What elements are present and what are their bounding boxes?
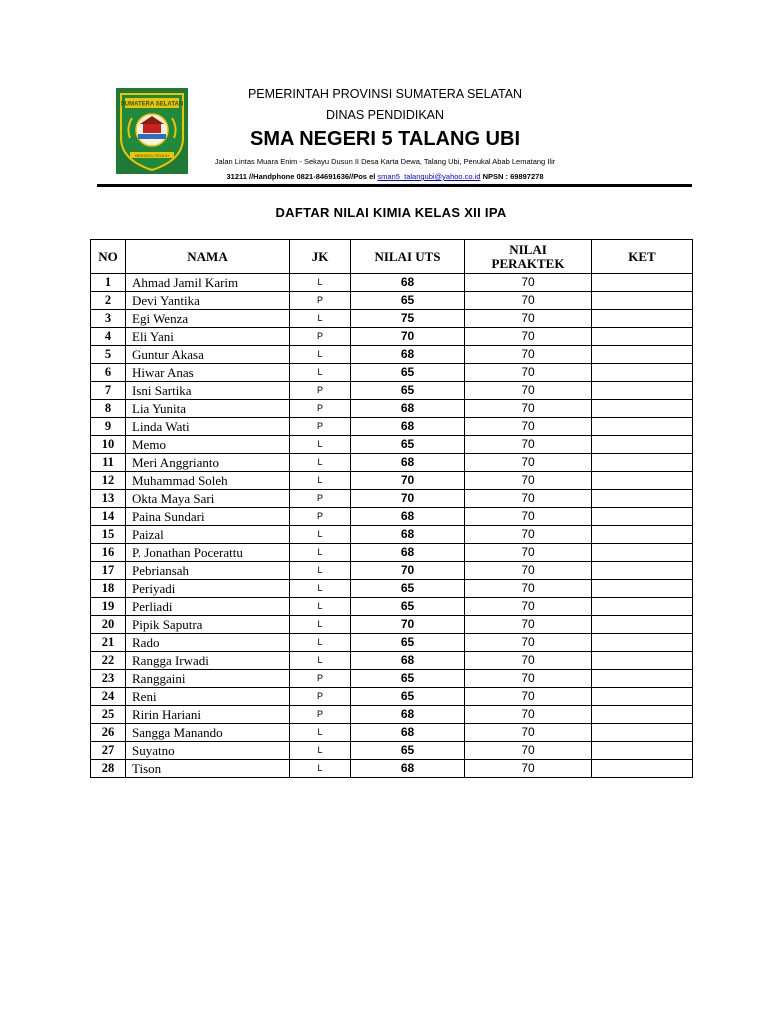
cell-uts: 70 bbox=[351, 616, 465, 634]
cell-jk: L bbox=[290, 724, 351, 742]
cell-no: 23 bbox=[91, 670, 126, 688]
column-header-ket: KET bbox=[592, 240, 693, 274]
cell-nama: Muhammad Soleh bbox=[126, 472, 290, 490]
cell-ket bbox=[592, 562, 693, 580]
cell-uts: 65 bbox=[351, 292, 465, 310]
cell-no: 15 bbox=[91, 526, 126, 544]
cell-uts: 65 bbox=[351, 364, 465, 382]
cell-no: 21 bbox=[91, 634, 126, 652]
cell-no: 26 bbox=[91, 724, 126, 742]
cell-uts: 65 bbox=[351, 742, 465, 760]
table-row bbox=[91, 346, 693, 364]
cell-jk: P bbox=[290, 688, 351, 706]
cell-no: 8 bbox=[91, 400, 126, 418]
cell-ket bbox=[592, 688, 693, 706]
department-heading: DINAS PENDIDIKAN bbox=[325, 108, 445, 122]
table-row bbox=[91, 436, 693, 454]
cell-prak: 70 bbox=[465, 454, 592, 472]
cell-nama: Eli Yani bbox=[126, 328, 290, 346]
cell-ket bbox=[592, 310, 693, 328]
cell-nama: Tison bbox=[126, 760, 290, 778]
table-row bbox=[91, 616, 693, 634]
logo-text: SUMATERA SELATAN bbox=[120, 101, 184, 108]
cell-uts: 70 bbox=[351, 472, 465, 490]
cell-jk: P bbox=[290, 670, 351, 688]
grades-table bbox=[90, 239, 693, 778]
cell-uts: 68 bbox=[351, 454, 465, 472]
cell-prak: 70 bbox=[465, 400, 592, 418]
cell-no: 14 bbox=[91, 508, 126, 526]
cell-nama: Rado bbox=[126, 634, 290, 652]
cell-uts: 70 bbox=[351, 562, 465, 580]
table-row bbox=[91, 490, 693, 508]
cell-prak: 70 bbox=[465, 346, 592, 364]
cell-uts: 65 bbox=[351, 670, 465, 688]
table-row bbox=[91, 544, 693, 562]
table-row bbox=[91, 652, 693, 670]
cell-uts: 68 bbox=[351, 652, 465, 670]
table-row bbox=[91, 454, 693, 472]
cell-jk: L bbox=[290, 598, 351, 616]
cell-uts: 68 bbox=[351, 274, 465, 292]
cell-jk: P bbox=[290, 400, 351, 418]
cell-uts: 70 bbox=[351, 328, 465, 346]
cell-jk: L bbox=[290, 454, 351, 472]
cell-uts: 65 bbox=[351, 436, 465, 454]
cell-no: 28 bbox=[91, 760, 126, 778]
cell-ket bbox=[592, 544, 693, 562]
cell-prak: 70 bbox=[465, 472, 592, 490]
address-line-2 bbox=[195, 172, 575, 181]
cell-prak: 70 bbox=[465, 652, 592, 670]
table-row bbox=[91, 400, 693, 418]
table-row bbox=[91, 418, 693, 436]
cell-ket bbox=[592, 526, 693, 544]
cell-ket bbox=[592, 472, 693, 490]
cell-no: 18 bbox=[91, 580, 126, 598]
cell-no: 16 bbox=[91, 544, 126, 562]
column-header-nilai-line1: NILAI bbox=[509, 241, 547, 257]
cell-jk: L bbox=[290, 346, 351, 364]
cell-prak: 70 bbox=[465, 490, 592, 508]
cell-nama: Sangga Manando bbox=[126, 724, 290, 742]
cell-nama: Lia Yunita bbox=[126, 400, 290, 418]
cell-nama: Rangga Irwadi bbox=[126, 652, 290, 670]
cell-no: 19 bbox=[91, 598, 126, 616]
cell-ket bbox=[592, 652, 693, 670]
table-row bbox=[91, 724, 693, 742]
cell-nama: Isni Sartika bbox=[126, 382, 290, 400]
cell-jk: L bbox=[290, 274, 351, 292]
cell-no: 20 bbox=[91, 616, 126, 634]
cell-uts: 68 bbox=[351, 508, 465, 526]
cell-nama: Ririn Hariani bbox=[126, 706, 290, 724]
cell-no: 9 bbox=[91, 418, 126, 436]
cell-uts: 68 bbox=[351, 526, 465, 544]
cell-jk: L bbox=[290, 562, 351, 580]
table-row bbox=[91, 328, 693, 346]
cell-prak: 70 bbox=[465, 706, 592, 724]
table-row bbox=[91, 670, 693, 688]
cell-uts: 65 bbox=[351, 688, 465, 706]
cell-jk: L bbox=[290, 742, 351, 760]
cell-jk: L bbox=[290, 652, 351, 670]
cell-prak: 70 bbox=[465, 598, 592, 616]
cell-no: 12 bbox=[91, 472, 126, 490]
table-row bbox=[91, 688, 693, 706]
cell-prak: 70 bbox=[465, 742, 592, 760]
cell-ket bbox=[592, 346, 693, 364]
cell-jk: P bbox=[290, 328, 351, 346]
cell-nama: Memo bbox=[126, 436, 290, 454]
cell-ket bbox=[592, 454, 693, 472]
cell-no: 25 bbox=[91, 706, 126, 724]
cell-prak: 70 bbox=[465, 526, 592, 544]
cell-prak: 70 bbox=[465, 616, 592, 634]
cell-uts: 70 bbox=[351, 490, 465, 508]
cell-uts: 68 bbox=[351, 724, 465, 742]
cell-ket bbox=[592, 418, 693, 436]
table-row bbox=[91, 274, 693, 292]
cell-nama: P. Jonathan Pocerattu bbox=[126, 544, 290, 562]
cell-nama: Paizal bbox=[126, 526, 290, 544]
cell-ket bbox=[592, 400, 693, 418]
cell-jk: L bbox=[290, 634, 351, 652]
cell-nama: Hiwar Anas bbox=[126, 364, 290, 382]
cell-ket bbox=[592, 382, 693, 400]
cell-prak: 70 bbox=[465, 436, 592, 454]
cell-prak: 70 bbox=[465, 364, 592, 382]
cell-uts: 68 bbox=[351, 346, 465, 364]
cell-no: 7 bbox=[91, 382, 126, 400]
cell-jk: L bbox=[290, 760, 351, 778]
cell-nama: Suyatno bbox=[126, 742, 290, 760]
cell-prak: 70 bbox=[465, 418, 592, 436]
cell-ket bbox=[592, 580, 693, 598]
cell-uts: 68 bbox=[351, 400, 465, 418]
cell-no: 5 bbox=[91, 346, 126, 364]
cell-jk: P bbox=[290, 292, 351, 310]
cell-prak: 70 bbox=[465, 310, 592, 328]
cell-nama: Pebriansah bbox=[126, 562, 290, 580]
cell-ket bbox=[592, 436, 693, 454]
cell-nama: Reni bbox=[126, 688, 290, 706]
cell-ket bbox=[592, 616, 693, 634]
cell-ket bbox=[592, 490, 693, 508]
cell-jk: L bbox=[290, 544, 351, 562]
table-row bbox=[91, 364, 693, 382]
cell-no: 22 bbox=[91, 652, 126, 670]
school-name: SMA NEGERI 5 TALANG UBI bbox=[249, 128, 520, 150]
table-row bbox=[91, 598, 693, 616]
cell-jk: P bbox=[290, 706, 351, 724]
table-row bbox=[91, 634, 693, 652]
cell-jk: P bbox=[290, 382, 351, 400]
cell-ket bbox=[592, 598, 693, 616]
cell-ket bbox=[592, 292, 693, 310]
cell-no: 11 bbox=[91, 454, 126, 472]
table-row bbox=[91, 526, 693, 544]
cell-prak: 70 bbox=[465, 724, 592, 742]
cell-nama: Ranggaini bbox=[126, 670, 290, 688]
cell-no: 6 bbox=[91, 364, 126, 382]
cell-jk: P bbox=[290, 418, 351, 436]
cell-nama: Periyadi bbox=[126, 580, 290, 598]
table-row bbox=[91, 706, 693, 724]
cell-ket bbox=[592, 508, 693, 526]
cell-prak: 70 bbox=[465, 274, 592, 292]
address-contact: 31211 //Handphone 0821-84691636//Pos el bbox=[226, 172, 376, 181]
npsn-number: NPSN : 69897278 bbox=[482, 172, 544, 181]
cell-uts: 65 bbox=[351, 598, 465, 616]
cell-jk: P bbox=[290, 508, 351, 526]
cell-no: 24 bbox=[91, 688, 126, 706]
table-row bbox=[91, 508, 693, 526]
cell-prak: 70 bbox=[465, 508, 592, 526]
cell-ket bbox=[592, 670, 693, 688]
cell-prak: 70 bbox=[465, 760, 592, 778]
cell-no: 17 bbox=[91, 562, 126, 580]
cell-nama: Okta Maya Sari bbox=[126, 490, 290, 508]
column-header-no: NO bbox=[91, 240, 126, 274]
cell-ket bbox=[592, 274, 693, 292]
cell-prak: 70 bbox=[465, 580, 592, 598]
cell-no: 2 bbox=[91, 292, 126, 310]
email-link[interactable]: sman5_talangubi@yahoo.co.id bbox=[377, 172, 481, 181]
cell-no: 13 bbox=[91, 490, 126, 508]
cell-nama: Ahmad Jamil Karim bbox=[126, 274, 290, 292]
cell-nama: Guntur Akasa bbox=[126, 346, 290, 364]
cell-prak: 70 bbox=[465, 328, 592, 346]
cell-uts: 65 bbox=[351, 634, 465, 652]
table-header-row bbox=[91, 240, 693, 274]
cell-jk: L bbox=[290, 580, 351, 598]
cell-jk: L bbox=[290, 616, 351, 634]
government-heading: PEMERINTAH PROVINSI SUMATERA SELATAN bbox=[247, 87, 523, 101]
cell-uts: 68 bbox=[351, 418, 465, 436]
cell-uts: 68 bbox=[351, 544, 465, 562]
cell-prak: 70 bbox=[465, 670, 592, 688]
header-divider bbox=[97, 184, 692, 187]
column-header-nama: NAMA bbox=[126, 240, 290, 274]
cell-nama: Perliadi bbox=[126, 598, 290, 616]
document-title: DAFTAR NILAI KIMIA KELAS XII IPA bbox=[275, 205, 507, 220]
cell-jk: L bbox=[290, 436, 351, 454]
table-row bbox=[91, 760, 693, 778]
cell-no: 27 bbox=[91, 742, 126, 760]
cell-jk: L bbox=[290, 526, 351, 544]
cell-ket bbox=[592, 706, 693, 724]
cell-nama: Pipik Saputra bbox=[126, 616, 290, 634]
address-line-1: Jalan Lintas Muara Enim - Sekayu Dusun II Desa Karta Dewa, Talang Ubi, Penukal Abab Lematang Ilir bbox=[214, 157, 556, 166]
cell-nama: Egi Wenza bbox=[126, 310, 290, 328]
column-header-nilai-uts: NILAI UTS bbox=[351, 240, 465, 274]
cell-uts: 68 bbox=[351, 760, 465, 778]
cell-no: 3 bbox=[91, 310, 126, 328]
cell-no: 1 bbox=[91, 274, 126, 292]
cell-ket bbox=[592, 328, 693, 346]
sumsel-emblem-icon bbox=[116, 88, 188, 174]
cell-uts: 68 bbox=[351, 706, 465, 724]
logo-motto: BERSATU TEGUH bbox=[135, 153, 169, 158]
cell-no: 10 bbox=[91, 436, 126, 454]
cell-jk: L bbox=[290, 364, 351, 382]
cell-no: 4 bbox=[91, 328, 126, 346]
table-row bbox=[91, 562, 693, 580]
cell-jk: L bbox=[290, 310, 351, 328]
cell-prak: 70 bbox=[465, 634, 592, 652]
cell-prak: 70 bbox=[465, 688, 592, 706]
table-row bbox=[91, 292, 693, 310]
cell-nama: Devi Yantika bbox=[126, 292, 290, 310]
cell-jk: L bbox=[290, 472, 351, 490]
table-row bbox=[91, 580, 693, 598]
cell-nama: Linda Wati bbox=[126, 418, 290, 436]
cell-prak: 70 bbox=[465, 562, 592, 580]
column-header-nilai-line2: PERAKTEK bbox=[491, 255, 565, 271]
table-row bbox=[91, 742, 693, 760]
cell-nama: Paina Sundari bbox=[126, 508, 290, 526]
column-header-jk: JK bbox=[290, 240, 351, 274]
table-row bbox=[91, 472, 693, 490]
cell-ket bbox=[592, 742, 693, 760]
cell-jk: P bbox=[290, 490, 351, 508]
cell-prak: 70 bbox=[465, 292, 592, 310]
cell-ket bbox=[592, 760, 693, 778]
table-row bbox=[91, 382, 693, 400]
cell-prak: 70 bbox=[465, 544, 592, 562]
cell-uts: 65 bbox=[351, 382, 465, 400]
cell-ket bbox=[592, 724, 693, 742]
cell-uts: 75 bbox=[351, 310, 465, 328]
cell-uts: 65 bbox=[351, 580, 465, 598]
cell-nama: Meri Anggrianto bbox=[126, 454, 290, 472]
cell-ket bbox=[592, 634, 693, 652]
column-header-nilai-peraktek bbox=[465, 240, 592, 274]
cell-ket bbox=[592, 364, 693, 382]
table-row bbox=[91, 310, 693, 328]
school-logo bbox=[116, 88, 188, 174]
cell-prak: 70 bbox=[465, 382, 592, 400]
